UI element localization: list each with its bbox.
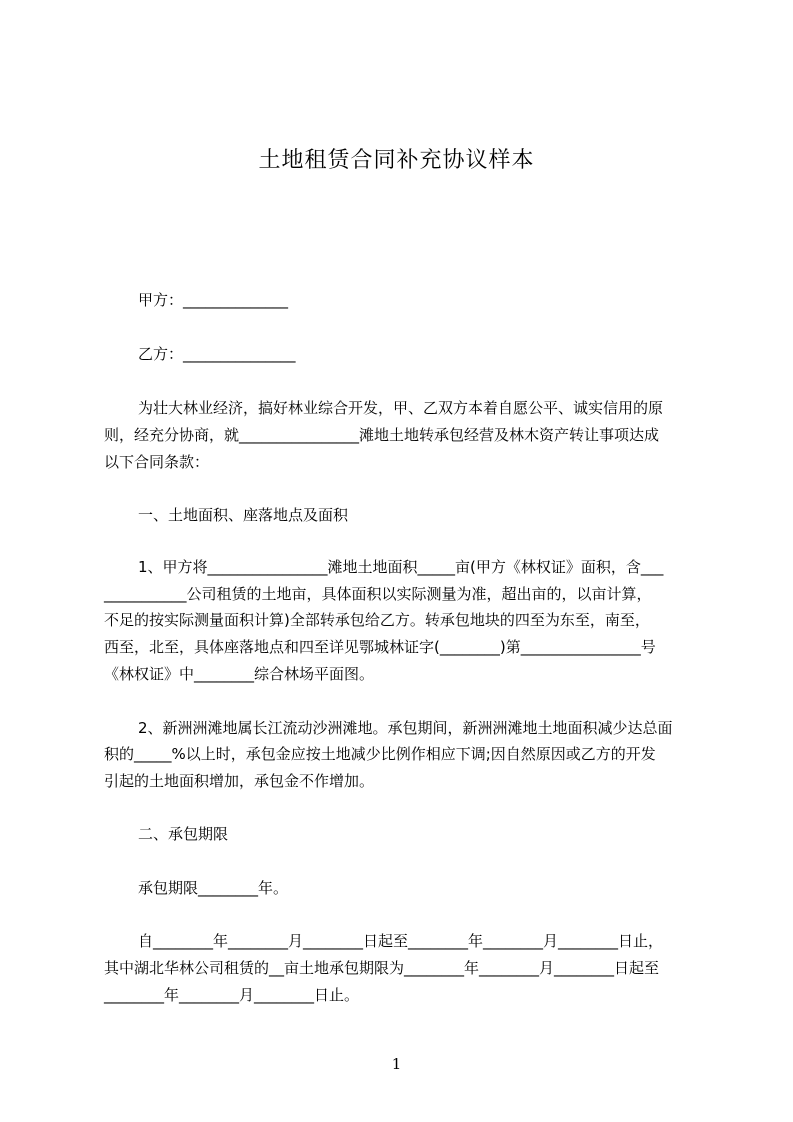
term-line: 承包期限________年。: [138, 879, 289, 897]
party-b-line: 乙方：_______________: [138, 345, 296, 363]
term-dates-line-1: 自________年________月________日起至________年________月________日止，: [138, 932, 664, 950]
section-1-heading: 一、土地面积、座落地点及面积: [138, 506, 349, 524]
clause-1-line-2: ___________公司租赁的土地亩，具体面积以实际测量为准，超出亩的，以亩计算，: [104, 585, 652, 603]
clause-2-line-1: 2、新洲洲滩地属长江流动沙洲滩地。承包期间，新洲洲滩地土地面积减少达总面: [138, 719, 673, 737]
intro-line-3: 以下合同条款：: [104, 453, 210, 471]
clause-1-line-3: 不足的按实际测量面积计算)全部转承包给乙方。转承包地块的四至为东至，南至，: [104, 611, 650, 629]
page-number: 1: [391, 1055, 402, 1073]
clause-1-line-1: 1、甲方将________________滩地土地面积_____亩(甲方《林权证》面积，含___: [138, 558, 664, 576]
clause-2-line-2: 积的_____%以上时，承包金应按土地减少比例作相应下调;因自然原因或乙方的开发: [104, 745, 656, 763]
clause-2-line-3: 引起的土地面积增加，承包金不作增加。: [104, 772, 375, 790]
term-dates-line-2: 其中湖北华林公司租赁的__亩土地承包期限为________年________月________日起至: [104, 959, 660, 977]
intro-line-2: 则，经充分协商，就________________滩地土地转承包经营及林木资产转让事项达成: [104, 426, 660, 444]
party-a-line: 甲方：______________: [138, 291, 289, 309]
term-dates-line-3: ________年________月________日止。: [104, 986, 360, 1004]
section-2-heading: 二、承包期限: [138, 825, 229, 843]
clause-1-line-4: 西至，北至，具体座落地点和四至详见鄂城林证字(________)第________________号: [104, 638, 656, 656]
clause-1-line-5: 《林权证》中________综合林场平面图。: [104, 665, 375, 683]
document-title: 土地租赁合同补充协议样本: [258, 148, 535, 173]
intro-line-1: 为壮大林业经济，搞好林业综合开发，甲、乙双方本着自愿公平、诚实信用的原: [138, 399, 664, 417]
